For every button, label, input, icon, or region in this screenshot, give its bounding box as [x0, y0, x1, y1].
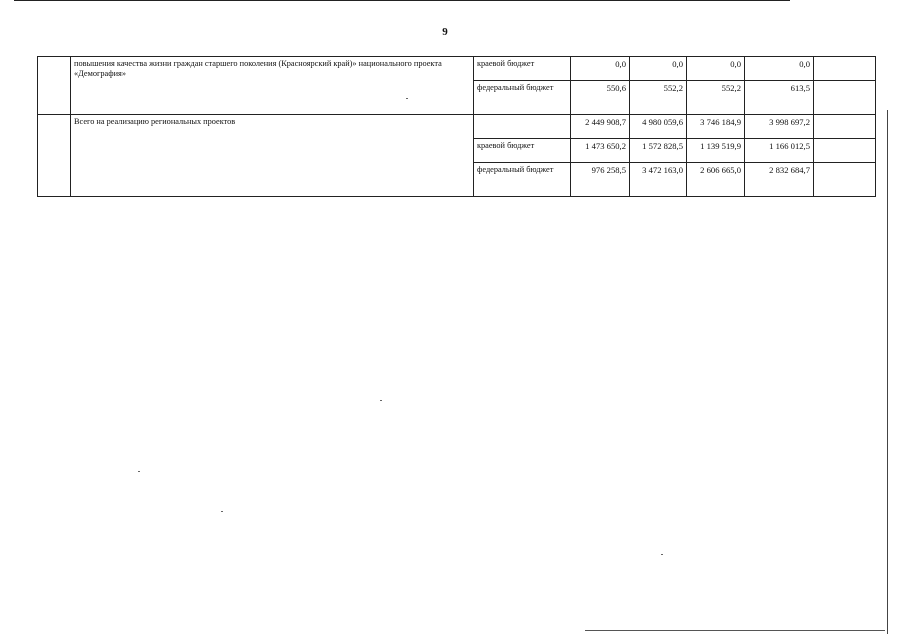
value-cell: 3 472 163,0 — [630, 163, 687, 197]
empty-cell — [814, 81, 876, 115]
scan-speck — [406, 98, 408, 99]
value-cell: 1 473 650,2 — [571, 139, 630, 163]
scan-speck — [138, 471, 140, 472]
value-cell: 2 606 665,0 — [687, 163, 745, 197]
empty-cell — [814, 115, 876, 139]
table-row — [38, 57, 876, 81]
page-number: 9 — [442, 26, 448, 38]
empty-cell — [814, 139, 876, 163]
funding-source-cell: федеральный бюджет — [474, 163, 571, 197]
value-cell: 2 832 684,7 — [745, 163, 814, 197]
value-cell: 3 998 697,2 — [745, 115, 814, 139]
value-cell: 3 746 184,9 — [687, 115, 745, 139]
index-cell — [38, 115, 71, 197]
funding-source-cell — [474, 115, 571, 139]
value-cell: 552,2 — [630, 81, 687, 115]
table-row — [38, 115, 876, 139]
value-cell: 1 166 012,5 — [745, 139, 814, 163]
value-cell: 1 572 828,5 — [630, 139, 687, 163]
value-cell: 0,0 — [745, 57, 814, 81]
funding-source-cell: краевой бюджет — [474, 139, 571, 163]
value-cell: 0,0 — [687, 57, 745, 81]
value-cell: 552,2 — [687, 81, 745, 115]
project-title-cell: Всего на реализацию региональных проектов — [71, 115, 474, 197]
page-edge-right — [887, 110, 888, 634]
page-edge-top — [14, 0, 790, 1]
value-cell: 4 980 059,6 — [630, 115, 687, 139]
empty-cell — [814, 163, 876, 197]
value-cell: 2 449 908,7 — [571, 115, 630, 139]
funding-source-cell: краевой бюджет — [474, 57, 571, 81]
page-edge-bottom — [585, 630, 885, 631]
value-cell: 0,0 — [571, 57, 630, 81]
budget-table — [37, 56, 876, 197]
scan-speck — [380, 400, 382, 401]
value-cell: 613,5 — [745, 81, 814, 115]
scan-speck — [661, 554, 663, 555]
value-cell: 976 258,5 — [571, 163, 630, 197]
index-cell — [38, 57, 71, 115]
scan-speck — [221, 511, 223, 512]
empty-cell — [814, 57, 876, 81]
funding-source-cell: федеральный бюджет — [474, 81, 571, 115]
value-cell: 550,6 — [571, 81, 630, 115]
value-cell: 0,0 — [630, 57, 687, 81]
value-cell: 1 139 519,9 — [687, 139, 745, 163]
project-title-cell: повышения качества жизни граждан старшего поколения (Красноярский край)» национального проекта «Демография» — [71, 57, 474, 115]
